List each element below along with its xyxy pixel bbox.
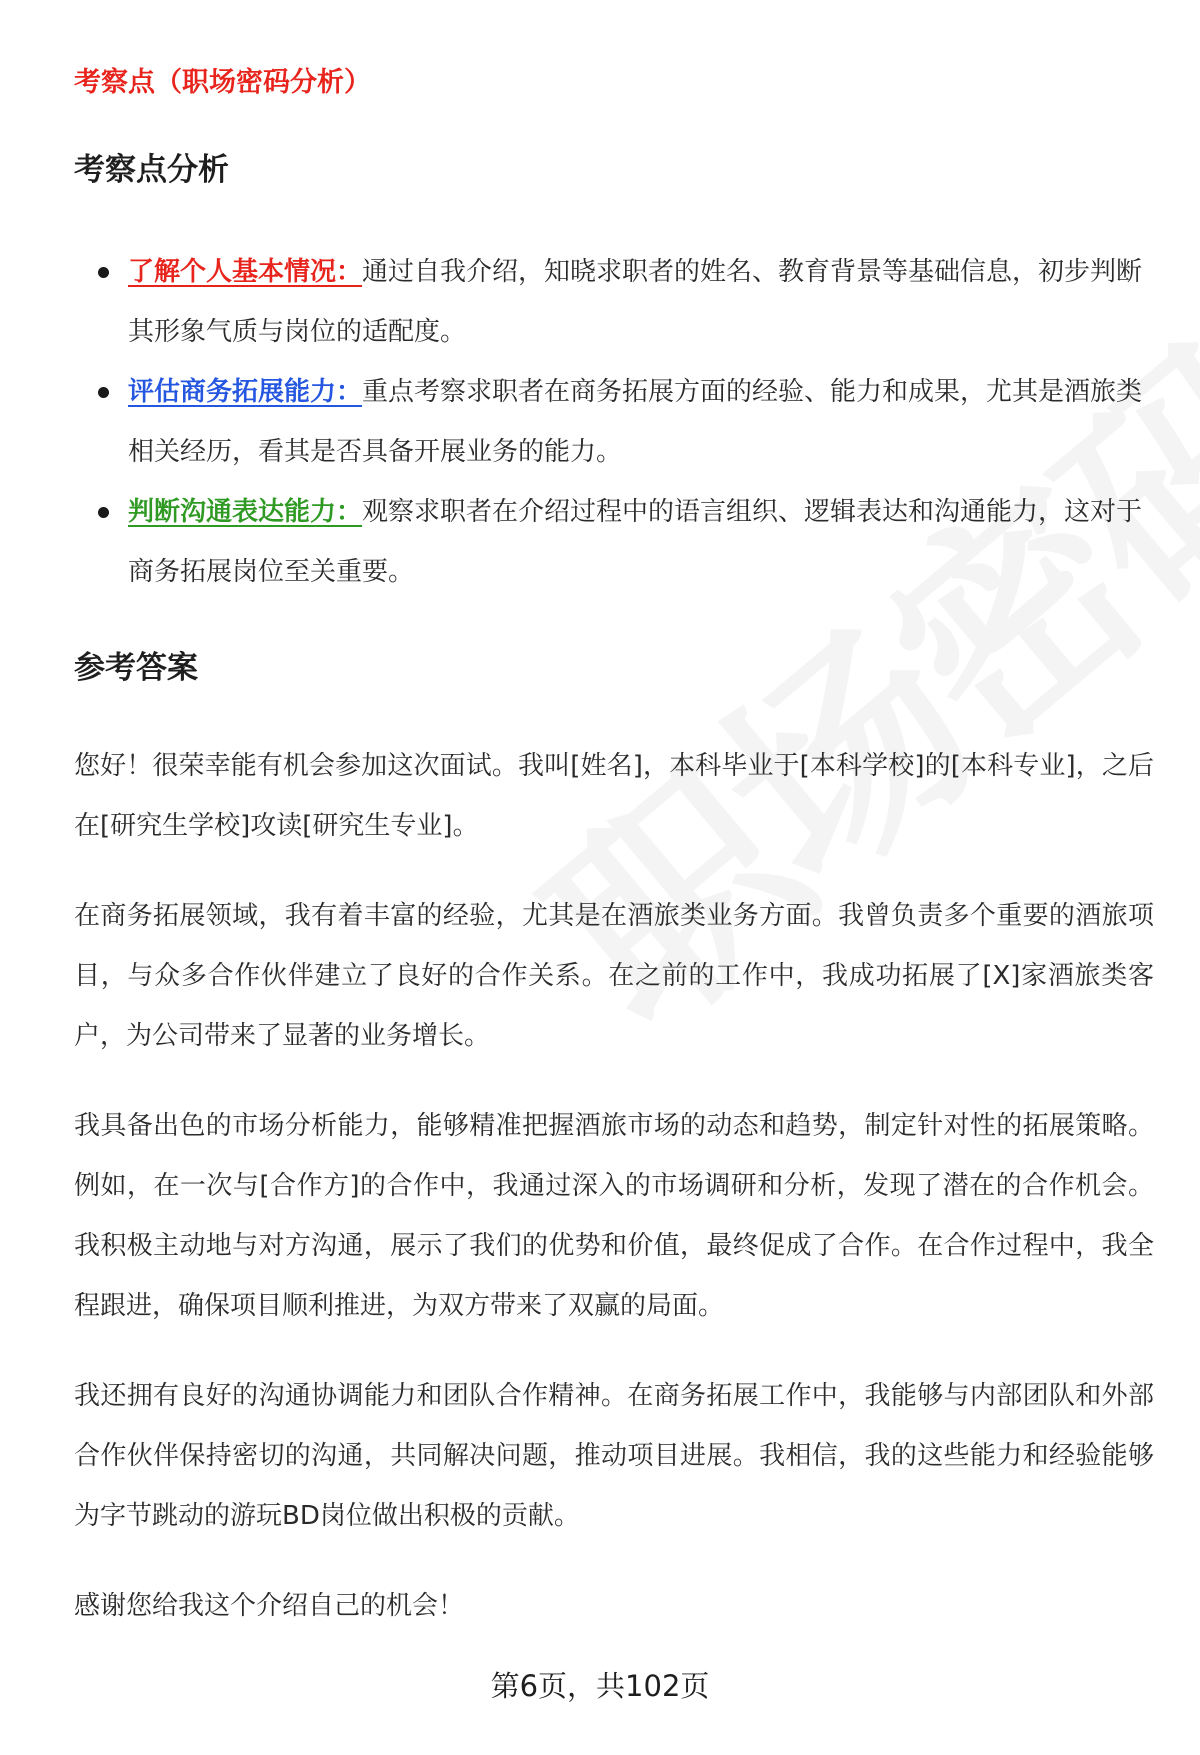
bullet-icon: [98, 387, 109, 398]
analysis-heading: 考察点分析: [74, 152, 229, 188]
answer-paragraph: 感谢您给我这个介绍自己的机会！: [74, 1591, 465, 1621]
bullet-icon: [98, 267, 109, 278]
analysis-point: [74, 242, 1154, 362]
answer-paragraph: 您好！很荣幸能有机会参加这次面试。我叫[姓名]，本科毕业于[本科学校]的[本科专业]，之后在[研究生学校]攻读[研究生专业]。: [74, 751, 1154, 841]
point-keyword: 了解个人基本情况：: [128, 257, 363, 287]
bullet-icon: [98, 507, 109, 518]
point-keyword: 判断沟通表达能力：: [128, 497, 363, 527]
section-tag: 考察点（职场密码分析）: [74, 67, 371, 98]
page-content: [74, 56, 1154, 1636]
answer-paragraph: 我还拥有良好的沟通协调能力和团队合作精神。在商务拓展工作中，我能够与内部团队和外部合作伙伴保持密切的沟通，共同解决问题，推动项目进展。我相信，我的这些能力和经验能够为字节跳动的游玩BD岗位做出积极的贡献。: [74, 1381, 1154, 1531]
analysis-point: [74, 362, 1154, 482]
answer-heading: 参考答案: [74, 650, 198, 686]
analysis-point-list: [74, 242, 1154, 602]
answer-paragraph: 在商务拓展领域，我有着丰富的经验，尤其是在酒旅类业务方面。我曾负责多个重要的酒旅项目，与众多合作伙伴建立了良好的合作关系。在之前的工作中，我成功拓展了[X]家酒旅类客户，为公司带来了显著的业务增长。: [74, 901, 1154, 1051]
point-text: 通过自我介绍，知晓求职者的姓名、教育背景等基础信息，初步判断其形象气质与岗位的适配度。: [128, 257, 1143, 347]
page-number: 第6页，共102页: [490, 1669, 710, 1703]
point-text: 观察求职者在介绍过程中的语言组织、逻辑表达和沟通能力，这对于商务拓展岗位至关重要。: [128, 497, 1143, 587]
point-keyword: 评估商务拓展能力：: [128, 377, 363, 407]
point-text: 重点考察求职者在商务拓展方面的经验、能力和成果，尤其是酒旅类相关经历，看其是否具备开展业务的能力。: [128, 377, 1143, 467]
analysis-point: [74, 482, 1154, 602]
answer-paragraph: 我具备出色的市场分析能力，能够精准把握酒旅市场的动态和趋势，制定针对性的拓展策略。例如，在一次与[合作方]的合作中，我通过深入的市场调研和分析，发现了潜在的合作机会。我积极主动地与对方沟通，展示了我们的优势和价值，最终促成了合作。在合作过程中，我全程跟进，确保项目顺利推进，为双方带来了双赢的局面。: [74, 1111, 1154, 1321]
